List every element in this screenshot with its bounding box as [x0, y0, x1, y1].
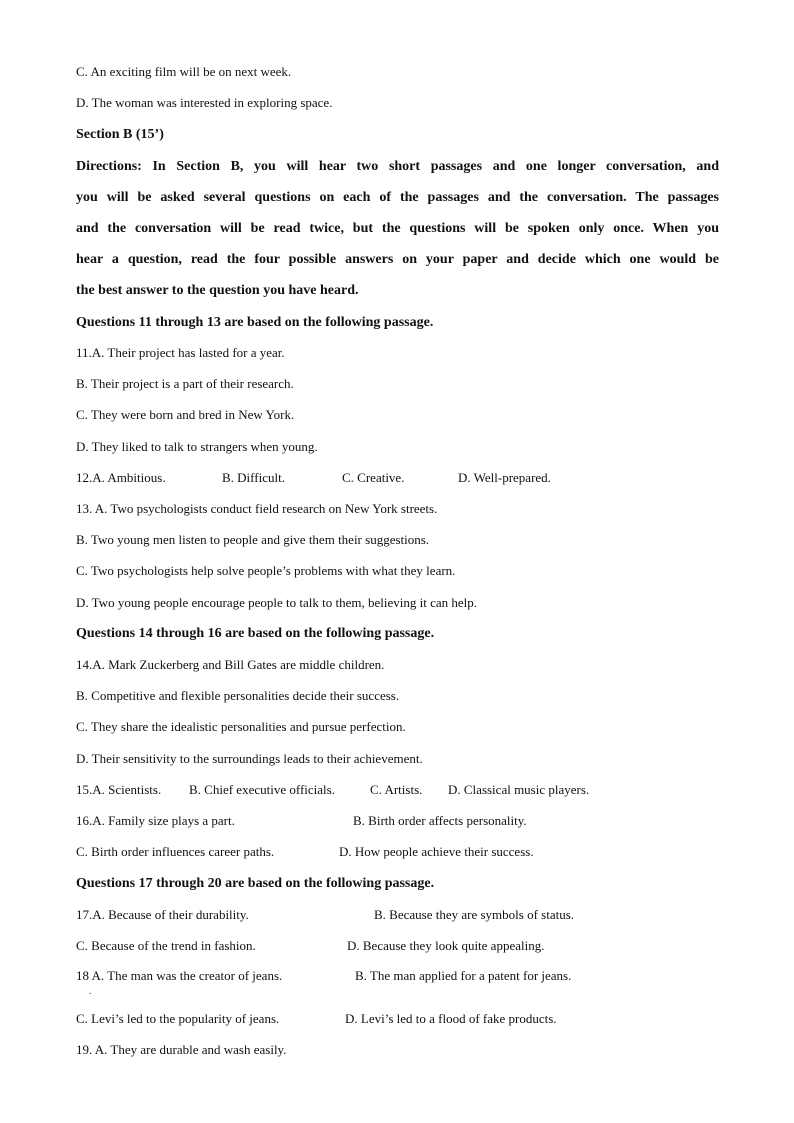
directions-line-5: the best answer to the question you have heard.: [76, 283, 359, 298]
q10-option-c: C. An exciting film will be on next week.: [76, 64, 292, 79]
q15-option-d: D. Classical music players.: [448, 782, 590, 797]
q16-option-b: B. Birth order affects personality.: [353, 813, 527, 828]
questions-17-20-heading: Questions 17 through 20 are based on the following passage.: [76, 876, 435, 891]
q16-option-d: D. How people achieve their success.: [339, 844, 534, 859]
stray-mark: .: [89, 986, 92, 996]
q17-option-a: 17.A. Because of their durability.: [76, 907, 249, 922]
q11-option-b: B. Their project is a part of their research.: [76, 376, 294, 391]
q17-option-c: C. Because of the trend in fashion.: [76, 938, 256, 953]
q12-option-a: 12.A. Ambitious.: [76, 470, 166, 485]
q14-option-a: 14.A. Mark Zuckerberg and Bill Gates are middle children.: [76, 657, 385, 672]
q11-option-a: 11.A. Their project has lasted for a year.: [76, 345, 285, 360]
q18-option-a: 18 A. The man was the creator of jeans.: [76, 968, 283, 983]
q12-option-b: B. Difficult.: [222, 470, 285, 485]
questions-14-16-heading: Questions 14 through 16 are based on the following passage.: [76, 626, 435, 641]
q14-option-d: D. Their sensitivity to the surroundings leads to their achievement.: [76, 751, 423, 766]
q14-option-b: B. Competitive and flexible personalities decide their success.: [76, 688, 400, 703]
directions-line-2: you will be asked several questions on each of the passages and the conversation. The passages: [76, 190, 719, 205]
q14-option-c: C. They share the idealistic personalities and pursue perfection.: [76, 719, 406, 734]
q18-option-c: C. Levi’s led to the popularity of jeans.: [76, 1011, 280, 1026]
q17-option-d: D. Because they look quite appealing.: [347, 938, 545, 953]
q13-option-c: C. Two psychologists help solve people’s problems with what they learn.: [76, 563, 456, 578]
questions-11-13-heading: Questions 11 through 13 are based on the following passage.: [76, 315, 434, 330]
q18-option-d: D. Levi’s led to a flood of fake products.: [345, 1011, 557, 1026]
q10-option-d: D. The woman was interested in exploring space.: [76, 95, 333, 110]
q12-option-d: D. Well-prepared.: [458, 470, 551, 485]
q13-option-d: D. Two young people encourage people to talk to them, believing it can help.: [76, 595, 478, 610]
q15-option-b: B. Chief executive officials.: [189, 782, 335, 797]
q18-option-b: B. The man applied for a patent for jeans.: [355, 968, 572, 983]
directions-line-4: hear a question, read the four possible answers on your paper and decide which one would be: [76, 252, 719, 267]
directions-line-3: and the conversation will be read twice, but the questions will be spoken only once. When you: [76, 221, 719, 236]
q17-option-b: B. Because they are symbols of status.: [374, 907, 575, 922]
q19-option-a: 19. A. They are durable and wash easily.: [76, 1042, 287, 1057]
q16-option-c: C. Birth order influences career paths.: [76, 844, 275, 859]
q11-option-d: D. They liked to talk to strangers when young.: [76, 439, 318, 454]
q15-option-c: C. Artists.: [370, 782, 423, 797]
q15-option-a: 15.A. Scientists.: [76, 782, 162, 797]
q11-option-c: C. They were born and bred in New York.: [76, 407, 295, 422]
q13-option-a: 13. A. Two psychologists conduct field research on New York streets.: [76, 501, 438, 516]
q16-option-a: 16.A. Family size plays a part.: [76, 813, 235, 828]
section-b-heading: Section B (15’): [76, 127, 164, 142]
q12-option-c: C. Creative.: [342, 470, 405, 485]
q13-option-b: B. Two young men listen to people and give them their suggestions.: [76, 532, 430, 547]
directions-line-1: Directions: In Section B, you will hear two short passages and one longer conversation, and: [76, 159, 719, 174]
